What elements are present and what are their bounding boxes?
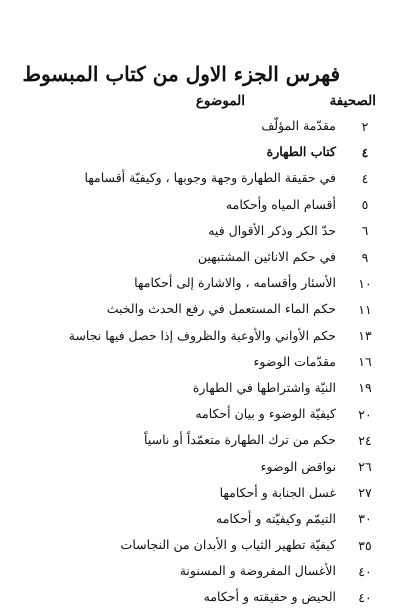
toc-page-number: ٤٠	[358, 589, 372, 605]
toc-page-number: ٦	[361, 223, 369, 239]
toc-row	[12, 584, 382, 610]
toc-entry-title: الأسئار وأقسامه ، والاشارة إلى أحكامها	[134, 275, 336, 291]
toc-page-number: ١١	[358, 301, 372, 317]
toc-row	[12, 375, 382, 401]
toc-row	[12, 453, 382, 479]
toc-page-number: ٢٧	[358, 485, 372, 501]
toc-entry-title: مقدّمة المؤلّف	[261, 118, 336, 134]
toc-entry-title: كيفيّة تطهير الثياب و الأبدان من النجاسات	[120, 537, 336, 553]
toc-row	[12, 270, 382, 296]
document-title: فهرس الجزء الاول من كتاب المبسوط	[22, 62, 340, 86]
toc-row	[12, 323, 382, 349]
table-of-contents	[12, 113, 382, 611]
toc-row	[12, 244, 382, 270]
toc-entry-title: في حقيقة الطهارة وجهة وجوبها ، وكيفيّة أقسامها	[84, 170, 336, 186]
toc-entry-title: غسل الجنابة و أحكامها	[219, 484, 336, 500]
toc-row	[12, 218, 382, 244]
toc-row	[12, 165, 382, 191]
toc-entry-title: في حكم الاناثين المشتبهين	[197, 249, 336, 265]
toc-page-number: ١٦	[358, 354, 372, 370]
topic-column-header: الموضوع	[195, 93, 245, 109]
toc-page-number: ٢٦	[358, 459, 372, 475]
toc-row	[12, 349, 382, 375]
toc-row	[12, 401, 382, 427]
toc-page-number: ٤	[361, 170, 369, 186]
toc-page-number: ١٣	[358, 328, 372, 344]
toc-page-number: ١٠	[358, 275, 372, 291]
toc-page-number: ٣٠	[358, 511, 372, 527]
toc-row	[12, 113, 382, 139]
toc-entry-title: كيفيّة الوضوء و بيان أحكامه	[195, 406, 336, 422]
toc-row	[12, 296, 382, 322]
toc-row	[12, 558, 382, 584]
toc-row	[12, 139, 382, 165]
toc-entry-title: الأغسال المفروضة و المسنونة	[179, 563, 336, 579]
toc-entry-title: مقدّمات الوضوء	[253, 353, 336, 369]
toc-row	[12, 480, 382, 506]
toc-entry-title: حدّ الكر وذكر الأقوال فيه	[208, 222, 336, 238]
toc-row	[12, 532, 382, 558]
toc-entry-title: حكم الأواني والأوعية والظروف إذا حصل فيها نجاسة	[68, 327, 336, 343]
toc-page-number: ٣٥	[358, 537, 372, 553]
toc-entry-title: النيّة واشتراطها في الطهارة	[192, 379, 336, 395]
toc-row	[12, 192, 382, 218]
toc-page-number: ٢٤	[358, 432, 372, 448]
toc-page-number: ٤	[361, 144, 369, 160]
toc-entry-title: أقسام المياه وأحكامه	[225, 196, 336, 212]
toc-entry-title: التيمّم وكيفيّته و أحكامه	[216, 510, 336, 526]
page-column-header: الصحيفة	[329, 93, 376, 109]
toc-entry-title: نواقض الوضوء	[260, 458, 336, 474]
toc-page-number: ٥	[361, 197, 369, 213]
toc-row	[12, 506, 382, 532]
toc-entry-title: حكم من ترك الطهارة متعمّداً أو ناسياً	[144, 432, 336, 448]
toc-page-number: ٩	[361, 249, 369, 265]
toc-page-number: ٢٠	[358, 406, 372, 422]
toc-page-number: ٢	[361, 118, 369, 134]
toc-page-number: ١٩	[358, 380, 372, 396]
toc-section-heading: كتاب الطهارة	[266, 144, 336, 160]
toc-entry-title: الحيض و حقيقته و أحكامه	[203, 589, 336, 605]
toc-row	[12, 427, 382, 453]
toc-entry-title: حكم الماء المستعمل في رفع الحدث والخبث	[106, 301, 336, 317]
toc-page-number: ٤٠	[358, 563, 372, 579]
